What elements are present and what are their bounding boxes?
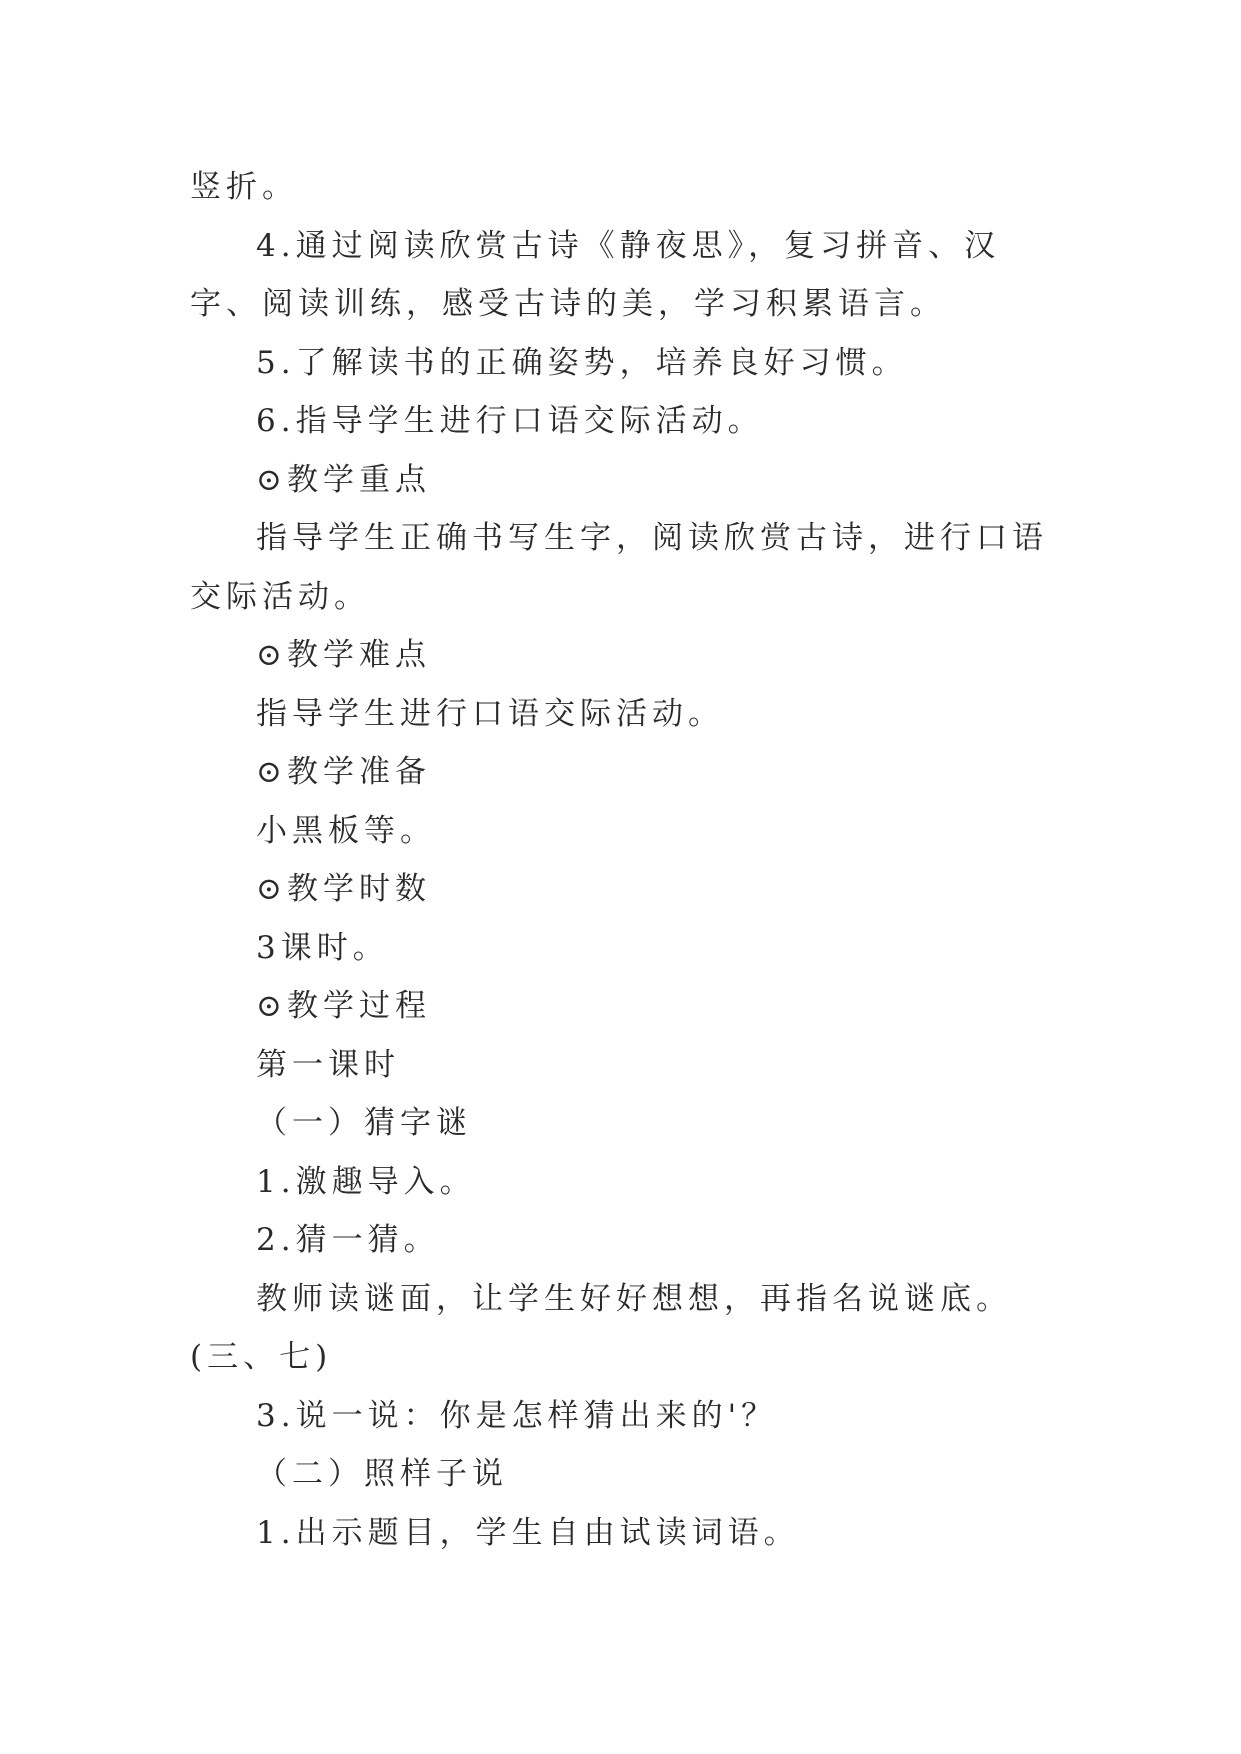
subsection-riddle: （一）猜字谜 xyxy=(256,1105,472,1141)
lesson-one-title: 第一课时 xyxy=(256,1046,400,1083)
subsection-example: （二）照样子说 xyxy=(256,1456,508,1492)
paragraph-continuation: 竖折。 xyxy=(190,169,298,205)
step-3-explain: 3.说一说：你是怎样猜出来的'？ xyxy=(256,1397,778,1434)
section-heading-preparation: ⊙教学准备 xyxy=(256,754,431,790)
objective-item-5: 5.了解读书的正确姿势，培养良好习惯。 xyxy=(256,344,908,381)
key-points-text: 指导学生正确书写生字，阅读欣赏古诗，进行口语交际活动。 xyxy=(190,520,1048,615)
example-step-1: 1.出示题目，学生自由试读词语。 xyxy=(256,1514,800,1551)
hours-text: 3课时。 xyxy=(256,929,389,966)
section-heading-process: ⊙教学过程 xyxy=(256,988,431,1024)
step-2-guess: 2.猜一猜。 xyxy=(256,1222,440,1258)
section-heading-key-points: ⊙教学重点 xyxy=(256,461,431,498)
step-1-intro: 1.激趣导入。 xyxy=(256,1163,476,1200)
teacher-riddle-text: 教师读谜面，让学生好好想想，再指名说谜底。(三、七) xyxy=(190,1280,1012,1375)
section-heading-difficulties: ⊙教学难点 xyxy=(256,637,431,673)
preparation-text: 小黑板等。 xyxy=(256,812,436,849)
difficulties-text: 指导学生进行口语交际活动。 xyxy=(256,695,724,732)
section-heading-hours: ⊙教学时数 xyxy=(256,871,431,907)
objective-item-6: 6.指导学生进行口语交际活动。 xyxy=(256,403,764,439)
document-body xyxy=(190,158,1050,1562)
objective-item-4: 4.通过阅读欣赏古诗《静夜思》，复习拼音、汉字、阅读训练，感受古诗的美，学习积累语言。 xyxy=(190,227,1001,322)
